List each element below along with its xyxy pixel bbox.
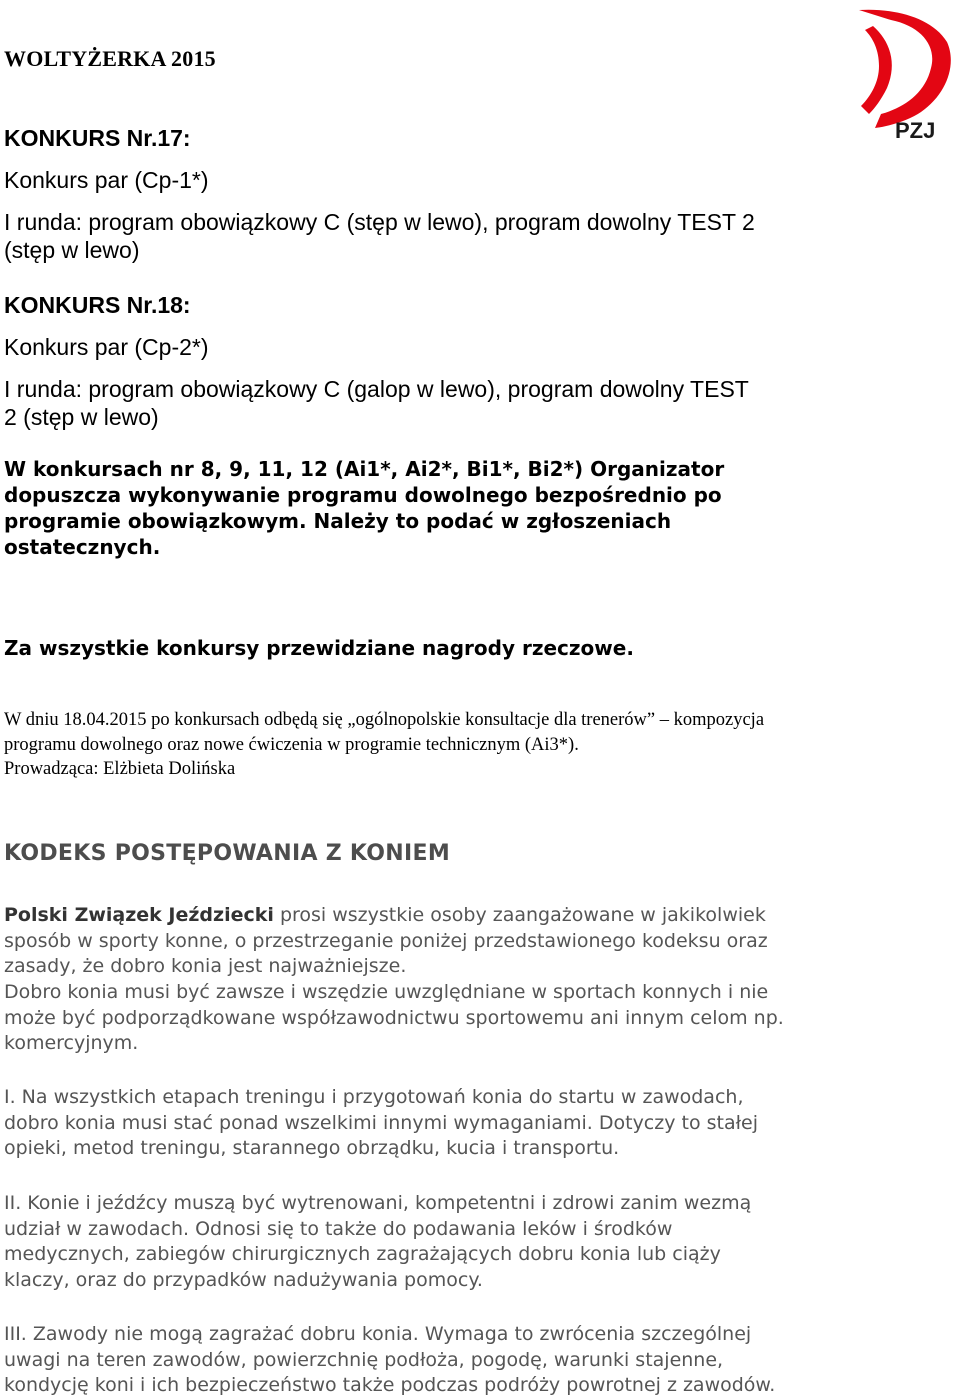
note-line-3: programie obowiązkowym. Należy to podać w zgłoszeniach (4, 509, 672, 533)
kodeks-item-1-line-1: I. Na wszystkich etapach treningu i przygotowań konia do startu w zawodach, (4, 1086, 744, 1108)
konkurs-18-heading: KONKURS Nr.18: (4, 292, 191, 318)
kodeks-heading: KODEKS POSTĘPOWANIA Z KONIEM (4, 841, 451, 866)
konkurs-18-round-line-1: I runda: program obowiązkowy C (galop w lewo), program dowolny TEST (4, 376, 749, 402)
consult-line-3: Prowadząca: Elżbieta Dolińska (4, 759, 236, 779)
kodeks-item-2-line-3: medycznych, zabiegów chirurgicznych zagrażających dobru konia lub ciąży (4, 1243, 721, 1265)
kodeks-item-2-line-2: udział w zawodach. Odnosi się to także do podawania leków i środków (4, 1218, 673, 1240)
note-line-1: W konkursach nr 8, 9, 11, 12 (Ai1*, Ai2*, Bi1*, Bi2*) Organizator (4, 457, 725, 481)
kodeks-p2-line-3: komercyjnym. (4, 1032, 139, 1054)
kodeks-item-3-line-2: uwagi na teren zawodów, powierzchnię podłoża, pogodę, warunki stajenne, (4, 1349, 724, 1371)
kodeks-intro-line-2: sposób w sporty konne, o przestrzeganie poniżej przedstawionego kodeksu oraz (4, 930, 768, 952)
konkurs-17-name: Konkurs par (Cp-1*) (4, 167, 209, 193)
svg-text:PZJ: PZJ (895, 118, 936, 142)
konkurs-17-round-line-2: (stęp w lewo) (4, 237, 140, 263)
pzj-logo (851, 2, 957, 142)
document-title: WOLTYŻERKA 2015 (4, 46, 216, 71)
note-line-4: ostatecznych. (4, 535, 161, 559)
note-line-2: dopuszcza wykonywanie programu dowolnego bezpośrednio po (4, 483, 722, 507)
consult-line-1: W dniu 18.04.2015 po konkursach odbędą się „ogólnopolskie konsultacje dla trenerów” – kompozycja (4, 710, 765, 730)
kodeks-item-2-line-1: II. Konie i jeźdźcy muszą być wytrenowani, kompetentni i zdrowi zanim wezmą (4, 1192, 752, 1214)
prizes-note: Za wszystkie konkursy przewidziane nagrody rzeczowe. (4, 636, 634, 660)
kodeks-intro-line-3: zasady, że dobro konia jest najważniejsze. (4, 955, 407, 977)
kodeks-p2-line-2: może być podporządkowane współzawodnictwu sportowemu ani innym celom np. (4, 1007, 784, 1029)
kodeks-intro-text: prosi wszystkie osoby zaangażowane w jakikolwiek (273, 904, 766, 926)
konkurs-17-round-line-1: I runda: program obowiązkowy C (stęp w lewo), program dowolny TEST 2 (4, 209, 755, 235)
kodeks-item-1-line-2: dobro konia musi stać ponad wszelkimi innymi wymaganiami. Dotyczy to stałej (4, 1112, 758, 1134)
kodeks-item-2-line-4: klaczy, oraz do przypadków nadużywania pomocy. (4, 1269, 483, 1291)
pzj-name: Polski Związek Jeździecki (4, 904, 274, 926)
konkurs-18-round-line-2: 2 (stęp w lewo) (4, 404, 159, 430)
kodeks-item-3-line-3: kondycję koni i ich bezpieczeństwo także podczas podróży powrotnej z zawodów. (4, 1374, 776, 1396)
kodeks-intro-line-1 (4, 903, 766, 929)
kodeks-p2-line-1: Dobro konia musi być zawsze i wszędzie uwzględniane w sportach konnych i nie (4, 981, 769, 1003)
kodeks-item-1-line-3: opieki, metod treningu, starannego obrządku, kucia i transportu. (4, 1137, 620, 1159)
consult-line-2: programu dowolnego oraz nowe ćwiczenia w programie technicznym (Ai3*). (4, 735, 579, 755)
konkurs-18-name: Konkurs par (Cp-2*) (4, 334, 209, 360)
kodeks-item-3-line-1: III. Zawody nie mogą zagrażać dobru konia. Wymaga to zwrócenia szczególnej (4, 1323, 752, 1345)
konkurs-17-heading: KONKURS Nr.17: (4, 125, 191, 151)
